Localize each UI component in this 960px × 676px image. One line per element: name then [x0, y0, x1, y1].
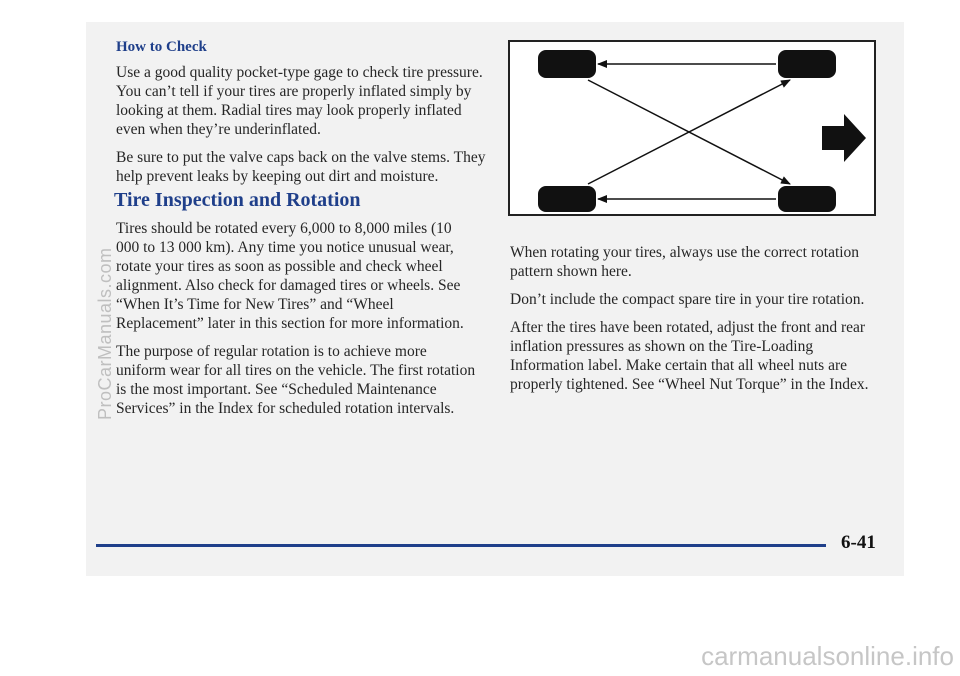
tire-rear-left — [538, 186, 596, 212]
how-to-check-paragraph-2: Be sure to put the valve caps back on the valve stems. They help prevent leaks by keeping out dirt and moisture. — [116, 149, 486, 185]
rotation-pattern-diagram — [508, 40, 876, 216]
tire-rotation-paragraph-1: Tires should be rotated every 6,000 to 8,000 miles (10 000 to 13 000 km). Any time you notice unusual wear, rotate your tires as soon as possible and check wheel alignment. Also check for damaged tires or wheels. See “When It’s Time for New Tires” and “Wheel Replacement” later in this section for more information. — [116, 220, 464, 332]
arrow-right-icon — [822, 114, 866, 162]
tire-rotation-paragraph-2: The purpose of regular rotation is to achieve more uniform wear for all tires on the vehicle. The first rotation is the most important. See “Scheduled Maintenance Services” in the Index for scheduled rotation intervals. — [116, 343, 476, 417]
tire-rotation-body — [116, 219, 476, 418]
how-to-check-paragraph-1: Use a good quality pocket-type gage to check tire pressure. You can’t tell if your tires are properly inflated simply by looking at them. Radial tires may look properly inflated even when they’re underinflated. — [116, 64, 483, 138]
side-watermark: ProCarManuals.com — [95, 247, 115, 420]
bottom-watermark: carmanualsonline.info — [701, 641, 954, 671]
how-to-check-heading: How to Check — [116, 39, 207, 55]
how-to-check-body — [116, 63, 488, 186]
page-number: 6-41 — [841, 532, 876, 553]
tire-rear-right — [778, 186, 836, 212]
rotation-pattern-svg — [510, 42, 874, 214]
tire-front-right — [778, 50, 836, 78]
tire-front-left — [538, 50, 596, 78]
tire-rotation-heading: Tire Inspection and Rotation — [114, 189, 361, 211]
footer-rule — [96, 544, 826, 547]
rotation-note-1: When rotating your tires, always use the correct rotation pattern shown here. — [510, 244, 860, 280]
rotation-note-3: After the tires have been rotated, adjust the front and rear inflation pressures as shown on the Tire-Loading Information label. Make certain that all wheel nuts are properly tightened. See “Wheel Nut Torque” in the Index. — [510, 319, 869, 393]
rotation-note-2: Don’t include the compact spare tire in your tire rotation. — [510, 291, 865, 308]
rotation-notes — [510, 243, 882, 394]
